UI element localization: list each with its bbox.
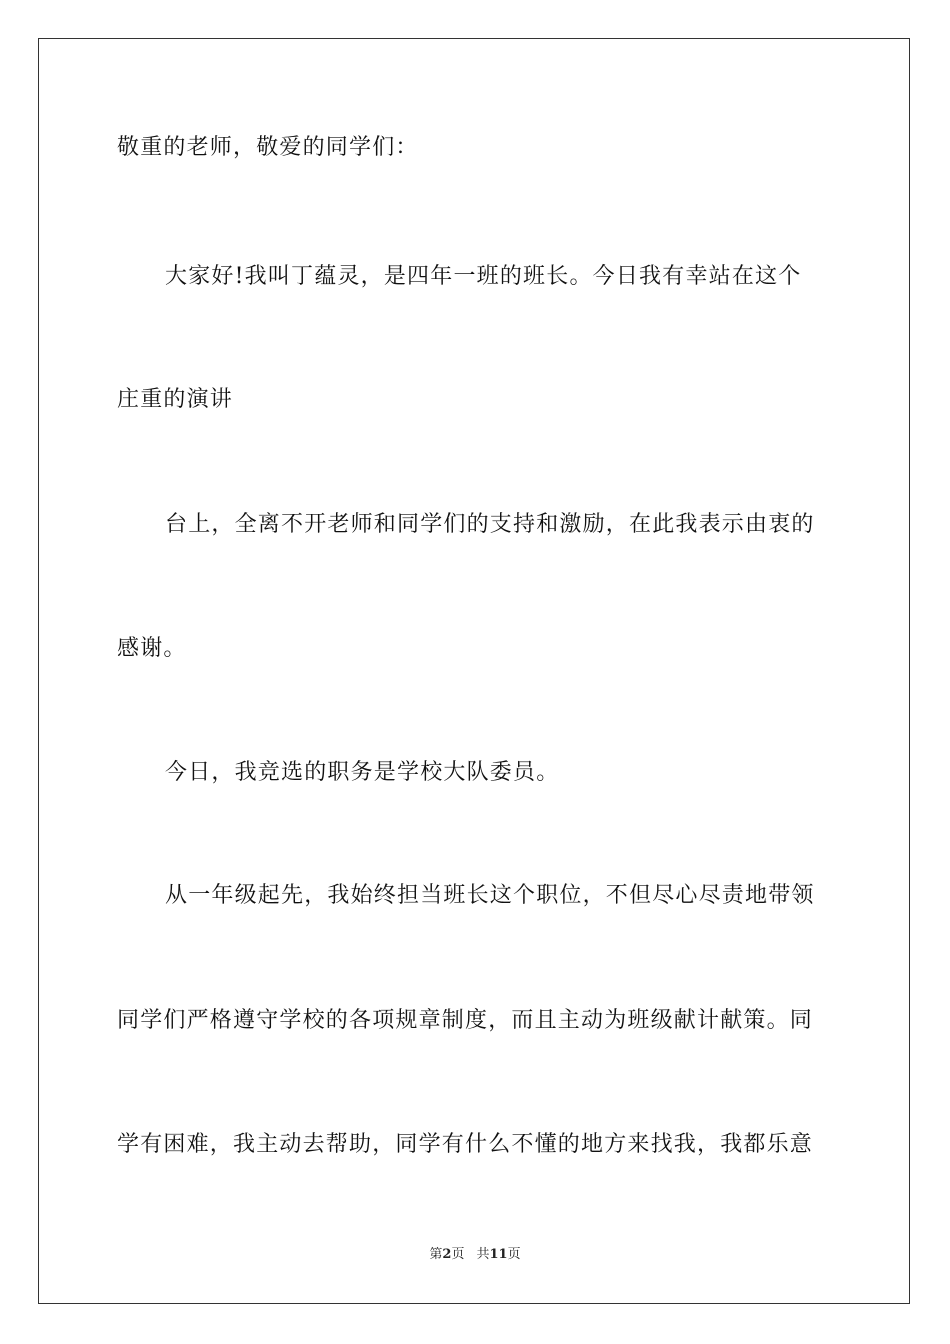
total-page-number: 11 (489, 1247, 508, 1262)
current-page-number: 2 (442, 1247, 452, 1262)
page-suffix: 页 (451, 1247, 465, 1262)
page-border (38, 38, 910, 1304)
paragraph-line: 感谢。 (117, 636, 187, 661)
paragraph-line: 从一年级起先，我始终担当班长这个职位，不但尽心尽责地带领 (165, 883, 815, 908)
paragraph-line: 学有困难，我主动去帮助，同学有什么不懂的地方来找我，我都乐意 (117, 1132, 814, 1157)
paragraph-line: 庄重的演讲 (117, 387, 234, 412)
paragraph-line: 今日，我竞选的职务是学校大队委员。 (165, 760, 560, 785)
paragraph-line: 台上，全离不开老师和同学们的支持和激励，在此我表示由衷的 (165, 512, 815, 537)
paragraph-line: 大家好!我叫丁蕴灵，是四年一班的班长。今日我有幸站在这个 (165, 264, 802, 289)
paragraph-line: 同学们严格遵守学校的各项规章制度，而且主动为班级献计献策。同 (117, 1008, 814, 1033)
total-suffix: 页 (507, 1247, 521, 1262)
page-prefix: 第 (429, 1247, 443, 1262)
page-footer (0, 1246, 950, 1264)
total-prefix: 共 (476, 1247, 490, 1262)
salutation: 敬重的老师，敬爱的同学们： (117, 135, 419, 160)
